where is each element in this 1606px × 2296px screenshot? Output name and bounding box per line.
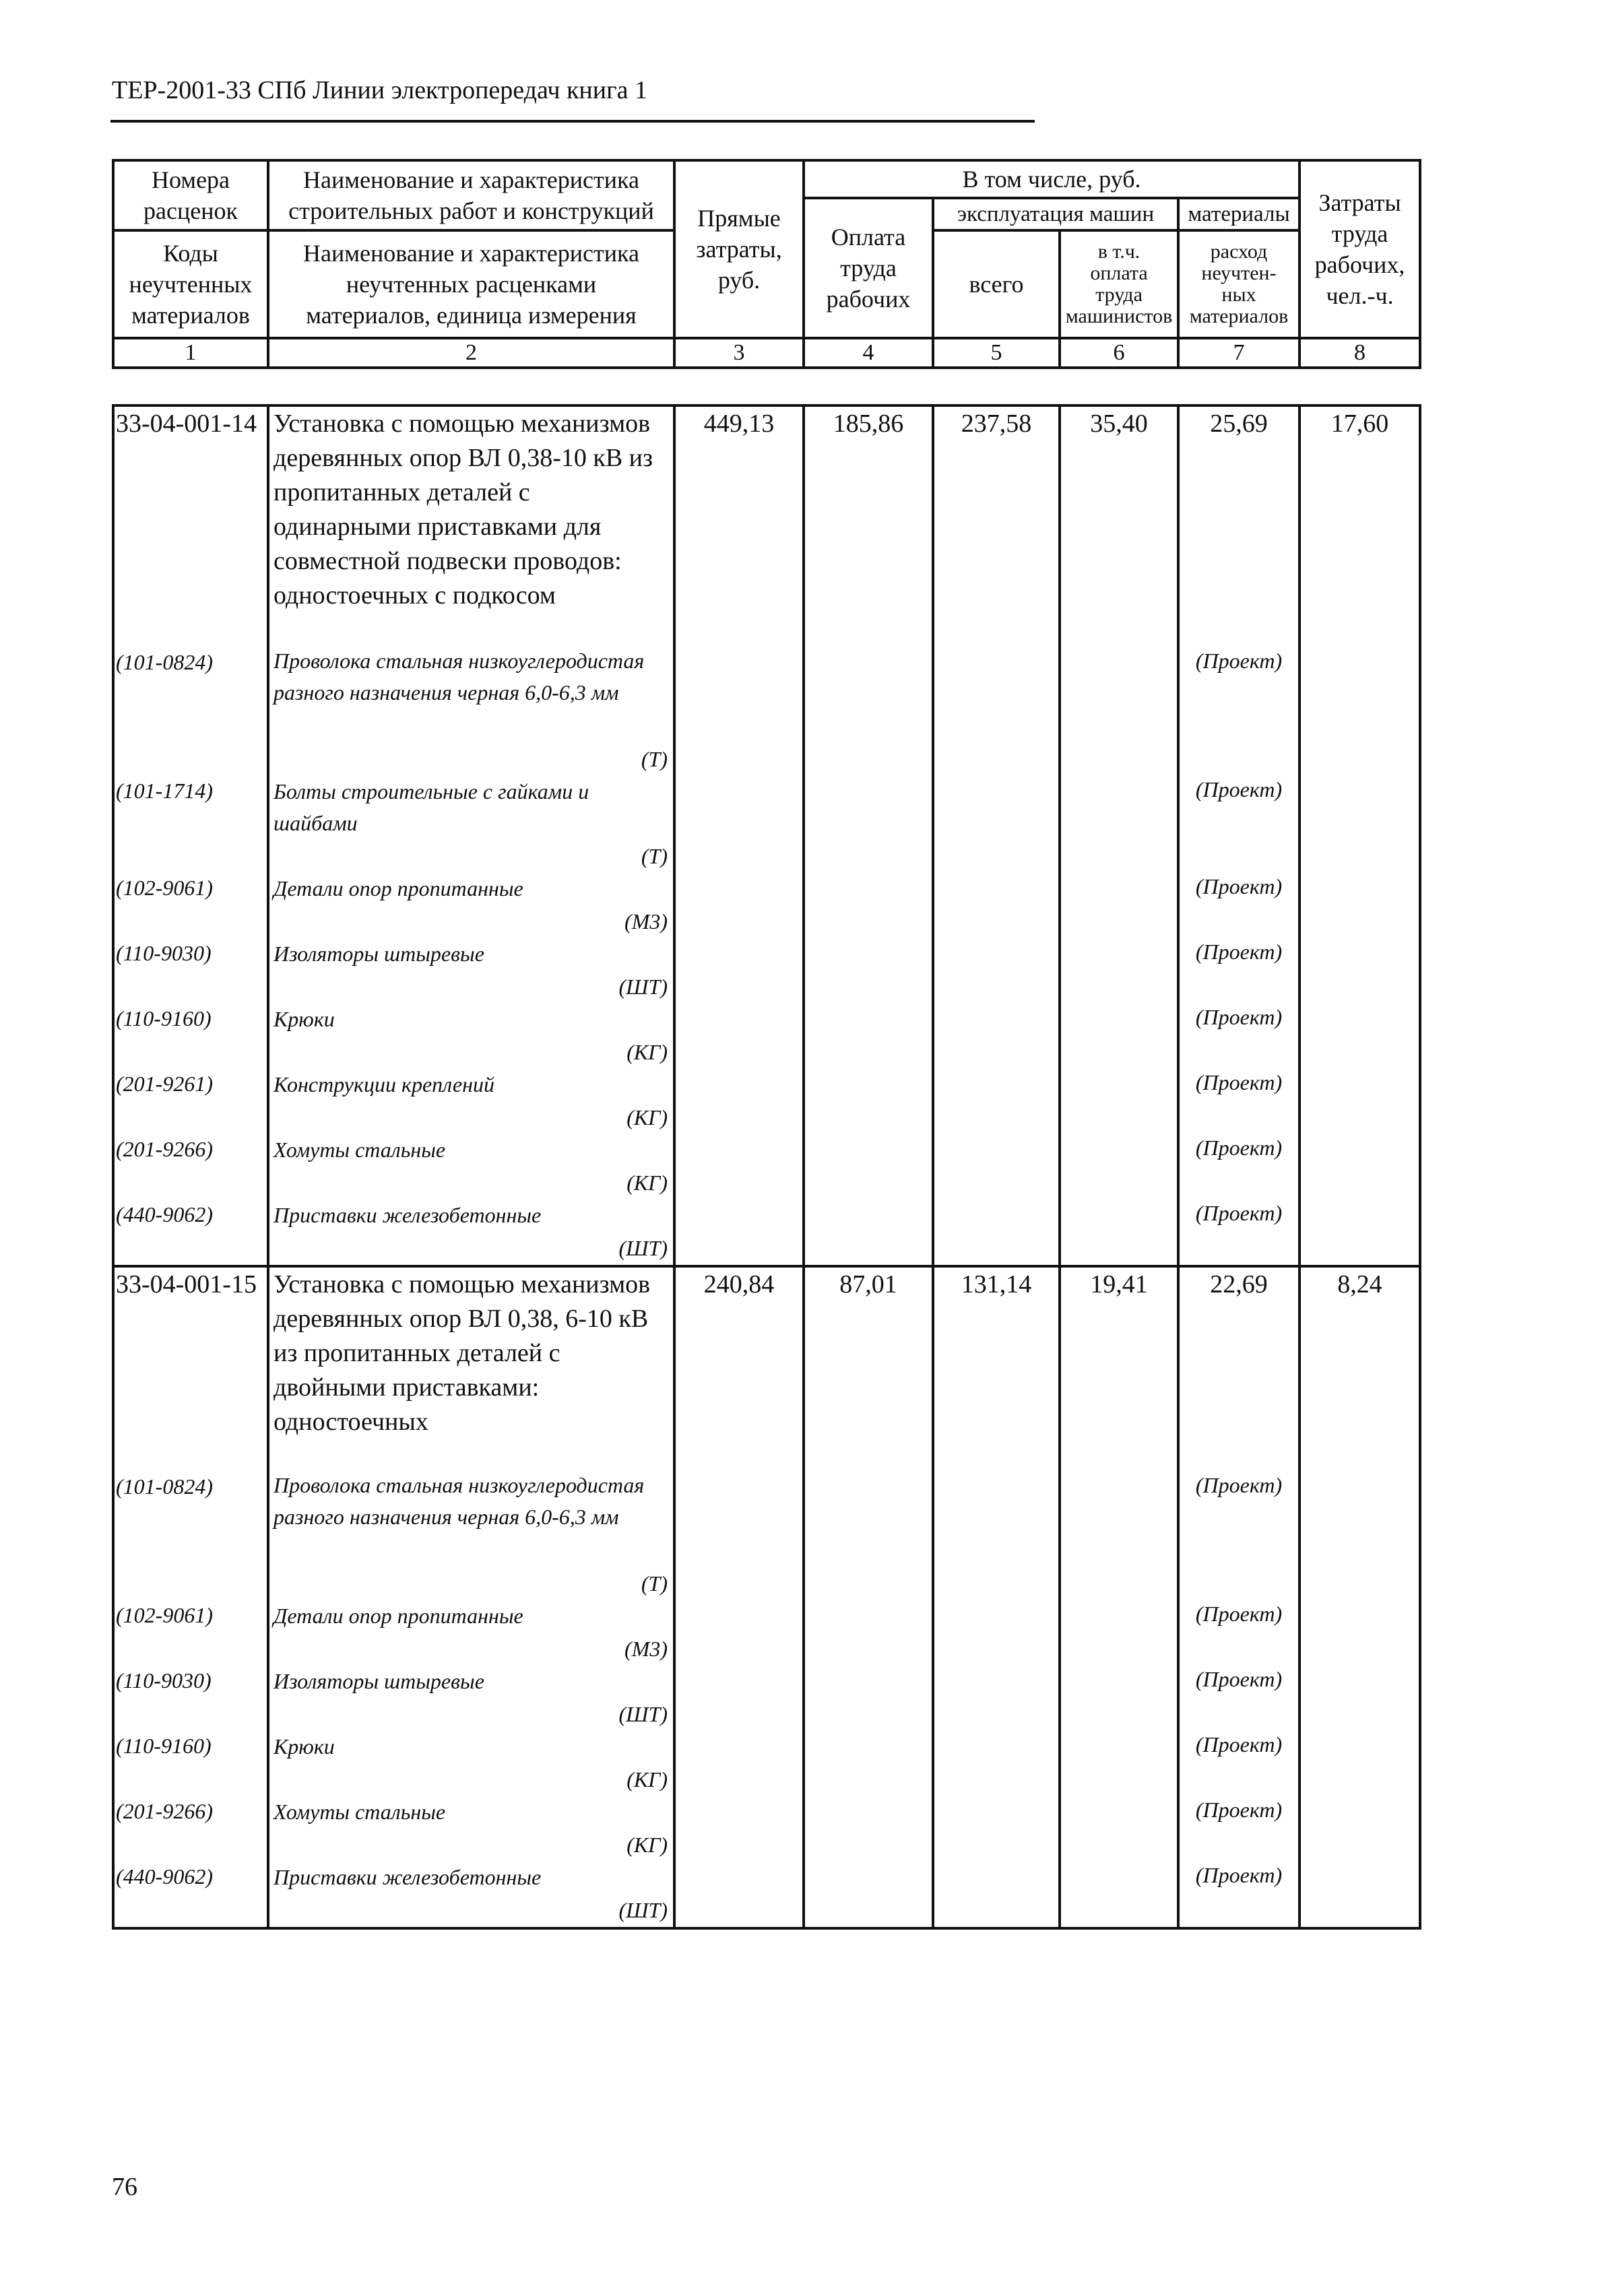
material-value: (Проект) bbox=[1195, 649, 1283, 673]
material-value: (Проект) bbox=[1195, 1473, 1283, 1497]
material-name: Приставки железобетонные bbox=[274, 1865, 542, 1889]
machines-total: 237,58 bbox=[933, 405, 1060, 1266]
materials-cell bbox=[1178, 1266, 1299, 1928]
column-number: 7 bbox=[1178, 338, 1299, 368]
table-header bbox=[112, 159, 1421, 369]
labor-pay: 87,01 bbox=[804, 1266, 933, 1928]
material-value: (Проект) bbox=[1195, 940, 1283, 964]
direct-cost: 449,13 bbox=[674, 405, 804, 1266]
rate-name: Установка с помощью механизмов деревянных опор ВЛ 0,38-10 кВ из пропитанных деталей с одинарными приставками для совместной подвески проводов: одностоечных с подкосом bbox=[274, 409, 653, 610]
table-row bbox=[113, 405, 1420, 1266]
material-code: (201-9266) bbox=[116, 1799, 213, 1823]
material-unit: (КГ) bbox=[627, 1833, 668, 1857]
material-unit: (КГ) bbox=[627, 1105, 668, 1129]
machinist-pay: 19,41 bbox=[1060, 1266, 1178, 1928]
rate-code-cell bbox=[113, 405, 268, 1266]
column-number: 5 bbox=[933, 338, 1060, 368]
material-value: (Проект) bbox=[1195, 1863, 1283, 1887]
material-unit: (ШТ) bbox=[618, 1702, 668, 1726]
material-name: Болты строительные с гайками и шайбами bbox=[274, 779, 589, 835]
material-unit: (М3) bbox=[624, 909, 668, 933]
materials-value: 22,69 bbox=[1210, 1270, 1268, 1299]
material-code: (440-9062) bbox=[116, 1864, 213, 1889]
material-unit: (КГ) bbox=[627, 1040, 668, 1064]
material-code: (201-9266) bbox=[116, 1137, 213, 1161]
material-value: (Проект) bbox=[1195, 874, 1283, 898]
column-number: 3 bbox=[674, 338, 804, 368]
material-value: (Проект) bbox=[1195, 1070, 1283, 1094]
material-name: Проволока стальная низкоуглеродистая разного назначения черная 6,0-6,3 мм bbox=[274, 649, 645, 704]
material-name: Крюки bbox=[274, 1734, 335, 1759]
column-number: 4 bbox=[804, 338, 933, 368]
material-code: (102-9061) bbox=[116, 1603, 213, 1627]
material-code: (101-1714) bbox=[116, 779, 213, 803]
material-code: (101-0824) bbox=[116, 1474, 213, 1499]
material-value: (Проект) bbox=[1195, 1136, 1283, 1160]
header-labor-pay: Оплата труда рабочих bbox=[804, 198, 933, 338]
header-work-name: Наименование и характеристика строительных работ и конструкций bbox=[268, 160, 674, 230]
material-name: Изоляторы штыревые bbox=[274, 1669, 484, 1693]
material-code: (102-9061) bbox=[116, 876, 213, 900]
header-rule bbox=[110, 120, 1035, 123]
material-unit: (ШТ) bbox=[618, 975, 668, 999]
material-name: Проволока стальная низкоуглеродистая разного назначения черная 6,0-6,3 мм bbox=[274, 1473, 645, 1529]
material-code: (201-9261) bbox=[116, 1072, 213, 1096]
materials-value: 25,69 bbox=[1210, 409, 1268, 438]
material-code: (440-9062) bbox=[116, 1202, 213, 1226]
material-unit: (КГ) bbox=[627, 1171, 668, 1195]
machines-total: 131,14 bbox=[933, 1266, 1060, 1928]
material-code: (110-9030) bbox=[116, 941, 212, 965]
materials-cell bbox=[1178, 405, 1299, 1266]
material-value: (Проект) bbox=[1195, 1798, 1283, 1822]
column-number: 1 bbox=[113, 338, 268, 368]
rate-name: Установка с помощью механизмов деревянных опор ВЛ 0,38, 6-10 кВ из пропитанных деталей с двойными приставками: одностоечных bbox=[274, 1270, 651, 1436]
material-value: (Проект) bbox=[1195, 1667, 1283, 1691]
header-direct-costs: Прямые затраты, руб. bbox=[674, 160, 804, 338]
material-value: (Проект) bbox=[1195, 1602, 1283, 1626]
material-value: (Проект) bbox=[1195, 1201, 1283, 1225]
header-material-codes: Коды неучтенных материалов bbox=[113, 230, 268, 338]
material-name: Хомуты стальные bbox=[274, 1800, 446, 1824]
material-value: (Проект) bbox=[1195, 1005, 1283, 1029]
header-machines-total: всего bbox=[933, 230, 1060, 338]
material-code: (110-9160) bbox=[116, 1734, 212, 1758]
header-machines: эксплуатация машин bbox=[933, 198, 1178, 230]
rate-code-cell bbox=[113, 1266, 268, 1928]
rate-code: 33-04-001-14 bbox=[116, 409, 257, 438]
material-name: Конструкции креплений bbox=[274, 1072, 494, 1096]
header-rate-numbers: Номера расценок bbox=[113, 160, 268, 230]
header-unaccounted-materials: расход неучтен- ных материалов bbox=[1178, 230, 1299, 338]
material-name: Приставки железобетонные bbox=[274, 1203, 542, 1227]
header-labor-hours: Затраты труда рабочих, чел.-ч. bbox=[1299, 160, 1420, 338]
material-unit: (ШТ) bbox=[618, 1236, 668, 1260]
labor-hours: 17,60 bbox=[1299, 405, 1420, 1266]
material-value: (Проект) bbox=[1195, 1732, 1283, 1757]
direct-cost: 240,84 bbox=[674, 1266, 804, 1928]
material-unit: (ШТ) bbox=[618, 1898, 668, 1922]
column-number: 8 bbox=[1299, 338, 1420, 368]
column-number: 2 bbox=[268, 338, 674, 368]
material-code: (101-0824) bbox=[116, 650, 213, 674]
material-unit: (М3) bbox=[624, 1637, 668, 1661]
material-name: Хомуты стальные bbox=[274, 1138, 446, 1162]
labor-hours: 8,24 bbox=[1299, 1266, 1420, 1928]
material-unit: (Т) bbox=[641, 844, 668, 868]
header-materials: материалы bbox=[1178, 198, 1299, 230]
column-number: 6 bbox=[1060, 338, 1178, 368]
material-name: Изоляторы штыревые bbox=[274, 942, 484, 966]
rate-code: 33-04-001-15 bbox=[116, 1270, 257, 1299]
material-name: Детали опор пропитанные bbox=[274, 876, 523, 900]
rate-name-cell bbox=[268, 1266, 674, 1928]
material-name: Детали опор пропитанные bbox=[274, 1604, 523, 1628]
page-header-title: ТЕР-2001-33 СПб Линии электропередач книга 1 bbox=[112, 76, 648, 104]
page-number: 76 bbox=[112, 2173, 137, 2201]
header-material-names: Наименование и характеристика неучтенных расценками материалов, единица измерения bbox=[268, 230, 674, 338]
rates-table bbox=[112, 404, 1421, 1930]
machinist-pay: 35,40 bbox=[1060, 405, 1178, 1266]
material-unit: (КГ) bbox=[627, 1767, 668, 1792]
material-unit: (Т) bbox=[641, 747, 668, 771]
labor-pay: 185,86 bbox=[804, 405, 933, 1266]
material-code: (110-9160) bbox=[116, 1006, 212, 1030]
material-code: (110-9030) bbox=[116, 1668, 212, 1693]
material-unit: (Т) bbox=[641, 1571, 668, 1596]
header-group-including: В том числе, руб. bbox=[804, 160, 1299, 198]
material-value: (Проект) bbox=[1195, 777, 1283, 801]
material-name: Крюки bbox=[274, 1007, 335, 1031]
table-row bbox=[113, 1266, 1420, 1928]
rate-name-cell bbox=[268, 405, 674, 1266]
header-machinist-pay: в т.ч. оплата труда машинистов bbox=[1060, 230, 1178, 338]
